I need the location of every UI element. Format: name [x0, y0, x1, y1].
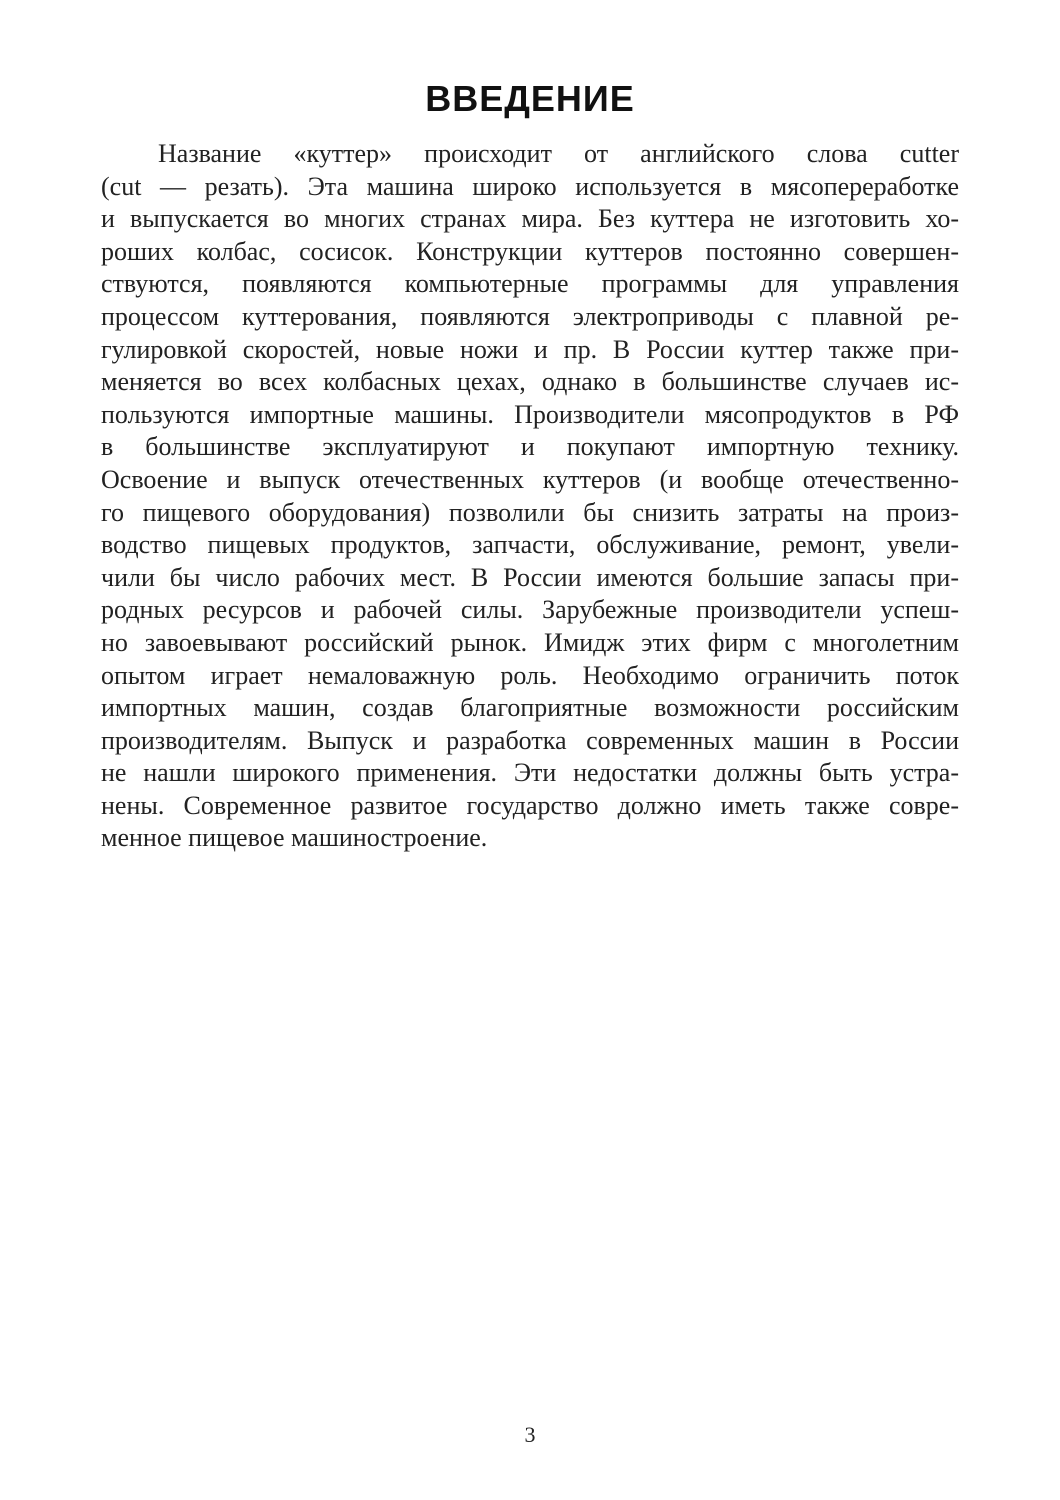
paragraph-line: пользуются импортные машины. Производители мясопродуктов в РФ — [101, 399, 959, 429]
paragraph-line: процессом куттерования, появляются электроприводы с плавной ре- — [101, 301, 959, 331]
paragraph-line: го пищевого оборудования) позволили бы снизить затраты на произ- — [101, 497, 959, 527]
paragraph-line: и выпускается во многих странах мира. Без куттера не изготовить хо- — [101, 204, 959, 234]
page-number: 3 — [524, 1422, 536, 1447]
paragraph-line: гулировкой скоростей, новые ножи и пр. В России куттер также при- — [101, 334, 959, 364]
paragraph-line: нены. Современное развитое государство должно иметь также совре- — [101, 790, 959, 820]
paragraph-line: Освоение и выпуск отечественных куттеров (и вообще отечественно- — [101, 464, 959, 494]
paragraph-line: меняется во всех колбасных цехах, однако в большинстве случаев ис- — [101, 367, 959, 397]
paragraph-line: родных ресурсов и рабочей силы. Зарубежные производители успеш- — [101, 595, 959, 625]
paragraph-line: не нашли широкого применения. Эти недостатки должны быть устра- — [101, 758, 959, 788]
paragraph-line: чили бы число рабочих мест. В России имеются большие запасы при- — [101, 562, 959, 592]
paragraph-line: Название «куттер» происходит от английского слова cutter — [158, 139, 959, 168]
paragraph-line: водство пищевых продуктов, запчасти, обслуживание, ремонт, увели- — [101, 530, 959, 560]
paragraph-line: ствуются, появляются компьютерные программы для управления — [101, 269, 959, 299]
paragraph-line: роших колбас, сосисок. Конструкции куттеров постоянно совершен- — [101, 236, 959, 266]
paragraph-line: менное пищевое машиностроение. — [101, 823, 488, 853]
paragraph-line: в большинстве эксплуатируют и покупают импортную технику. — [101, 432, 959, 462]
paragraph-line: импортных машин, создав благоприятные возможности российским — [101, 693, 959, 723]
paragraph-line: производителям. Выпуск и разработка современных машин в России — [101, 725, 959, 755]
paragraph-line: но завоевывают российский рынок. Имидж этих фирм с многолетним — [101, 627, 959, 657]
page-title: ВВЕДЕНИЕ — [425, 78, 635, 119]
paragraph-line: (cut — резать). Эта машина широко используется в мясопереработке — [101, 171, 959, 201]
body-paragraph — [101, 138, 959, 855]
paragraph-line: опытом играет немаловажную роль. Необходимо ограничить поток — [101, 660, 959, 690]
